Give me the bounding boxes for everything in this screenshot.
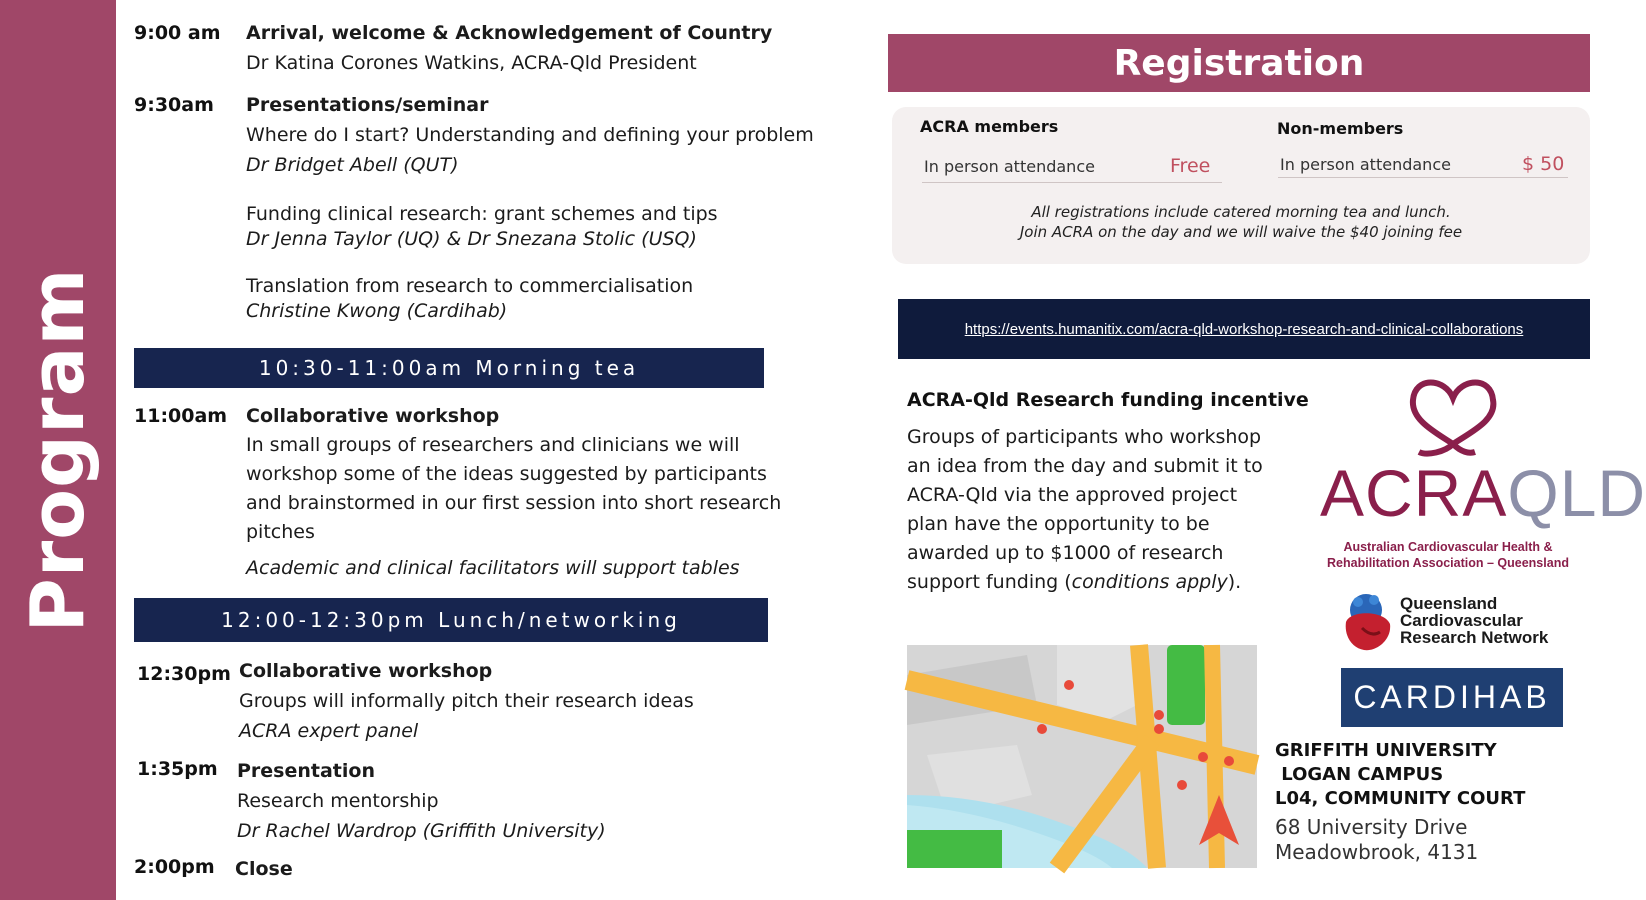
talk3-title: Translation from research to commercialisation [246, 275, 694, 297]
acra-logo [1320, 455, 1646, 531]
lunch-banner: 12:00-12:30pm Lunch/networking [134, 598, 768, 642]
incentive-line: Groups of participants who workshop [907, 426, 1262, 448]
heart-anatomy-icon [1340, 588, 1396, 654]
presentations-title: Presentations/seminar [246, 94, 489, 116]
qcrn-line: Cardiovascular [1400, 611, 1523, 630]
divider [922, 182, 1222, 183]
incentive-last-line [907, 571, 1241, 593]
workshop1-desc-line: In small groups of researchers and clinicians we will [246, 434, 740, 456]
incentive-line: plan have the opportunity to be [907, 513, 1210, 535]
members-label: ACRA members [920, 117, 1059, 136]
sidebar [0, 0, 116, 900]
nonmembers-label: Non-members [1277, 119, 1404, 138]
map-icon [907, 645, 1257, 868]
incentive-conditions: conditions apply [1071, 571, 1228, 593]
acra-logo-right: QLD [1507, 456, 1646, 530]
incentive-line: awarded up to $1000 of research [907, 542, 1224, 564]
acra-subtitle-2: Rehabilitation Association – Queensland [1327, 556, 1569, 570]
workshop1-desc-line: pitches [246, 521, 315, 543]
arrival-title: Arrival, welcome & Acknowledgement of Country [246, 22, 773, 44]
workshop2-title: Collaborative workshop [239, 660, 493, 682]
workshop1-title: Collaborative workshop [246, 405, 500, 427]
nonmembers-item: In person attendance [1280, 155, 1451, 174]
nonmembers-price: $ 50 [1522, 153, 1565, 175]
qcrn-line: Queensland [1400, 594, 1498, 613]
acra-subtitle-1: Australian Cardiovascular Health & [1343, 540, 1553, 554]
map-illustration [907, 645, 1257, 868]
time-close: 2:00pm [134, 856, 215, 878]
members-item: In person attendance [924, 157, 1095, 176]
time-presentations: 9:30am [134, 94, 214, 116]
talk2-speaker: Dr Jenna Taylor (UQ) & Dr Snezana Stolic (USQ) [246, 228, 697, 250]
sidebar-title: Program [15, 267, 101, 633]
venue-line-3: L04, COMMUNITY COURT [1275, 788, 1526, 809]
registration-card [892, 107, 1590, 264]
arrival-speaker: Dr Katina Corones Watkins, ACRA-Qld President [246, 52, 697, 74]
divider [1278, 177, 1568, 178]
registration-note-2: Join ACRA on the day and we will waive the $40 joining fee [1019, 223, 1463, 241]
registration-header: Registration [888, 34, 1590, 92]
venue-line-1: GRIFFITH UNIVERSITY [1275, 740, 1497, 761]
workshop2-note: ACRA expert panel [239, 720, 419, 742]
incentive-last-post: ). [1227, 571, 1242, 593]
incentive-last-pre: support funding ( [907, 571, 1072, 593]
presentation-desc: Research mentorship [237, 790, 439, 812]
registration-link-bar [898, 299, 1590, 359]
time-workshop2: 12:30pm [137, 663, 231, 685]
cardihab-logo: CARDIHAB [1341, 668, 1563, 727]
venue-suburb: Meadowbrook, 4131 [1275, 840, 1479, 864]
acra-logo-left: ACRA [1320, 456, 1508, 530]
time-presentation: 1:35pm [137, 758, 218, 780]
registration-note-1: All registrations include catered morning tea and lunch. [1031, 203, 1451, 221]
workshop2-desc: Groups will informally pitch their research ideas [239, 690, 694, 712]
qcrn-line: Research Network [1400, 628, 1549, 647]
presentation-speaker: Dr Rachel Wardrop (Griffith University) [237, 820, 606, 842]
presentation-title: Presentation [237, 760, 375, 782]
time-arrival: 9:00 am [134, 22, 221, 44]
incentive-line: ACRA-Qld via the approved project [907, 484, 1238, 506]
workshop1-desc-line: and brainstormed in our first session into short research [246, 492, 782, 514]
morning-tea-banner: 10:30-11:00am Morning tea [134, 348, 764, 388]
registration-link[interactable]: https://events.humanitix.com/acra-qld-workshop-research-and-clinical-collaborations [964, 320, 1524, 338]
workshop1-desc-line: workshop some of the ideas suggested by participants [246, 463, 767, 485]
heart-logo-icon [1405, 372, 1501, 464]
incentive-title: ACRA-Qld Research funding incentive [907, 389, 1309, 411]
time-workshop1: 11:00am [134, 405, 228, 427]
close-title: Close [235, 858, 293, 880]
talk2-title: Funding clinical research: grant schemes and tips [246, 203, 718, 225]
venue-line-2: LOGAN CAMPUS [1275, 764, 1444, 785]
talk3-speaker: Christine Kwong (Cardihab) [246, 300, 508, 322]
members-price: Free [1170, 155, 1211, 177]
talk1-title: Where do I start? Understanding and defining your problem [246, 124, 814, 146]
venue-street: 68 University Drive [1275, 815, 1468, 839]
incentive-line: an idea from the day and submit it to [907, 455, 1263, 477]
talk1-speaker: Dr Bridget Abell (QUT) [246, 154, 459, 176]
workshop1-note: Academic and clinical facilitators will support tables [246, 557, 740, 579]
